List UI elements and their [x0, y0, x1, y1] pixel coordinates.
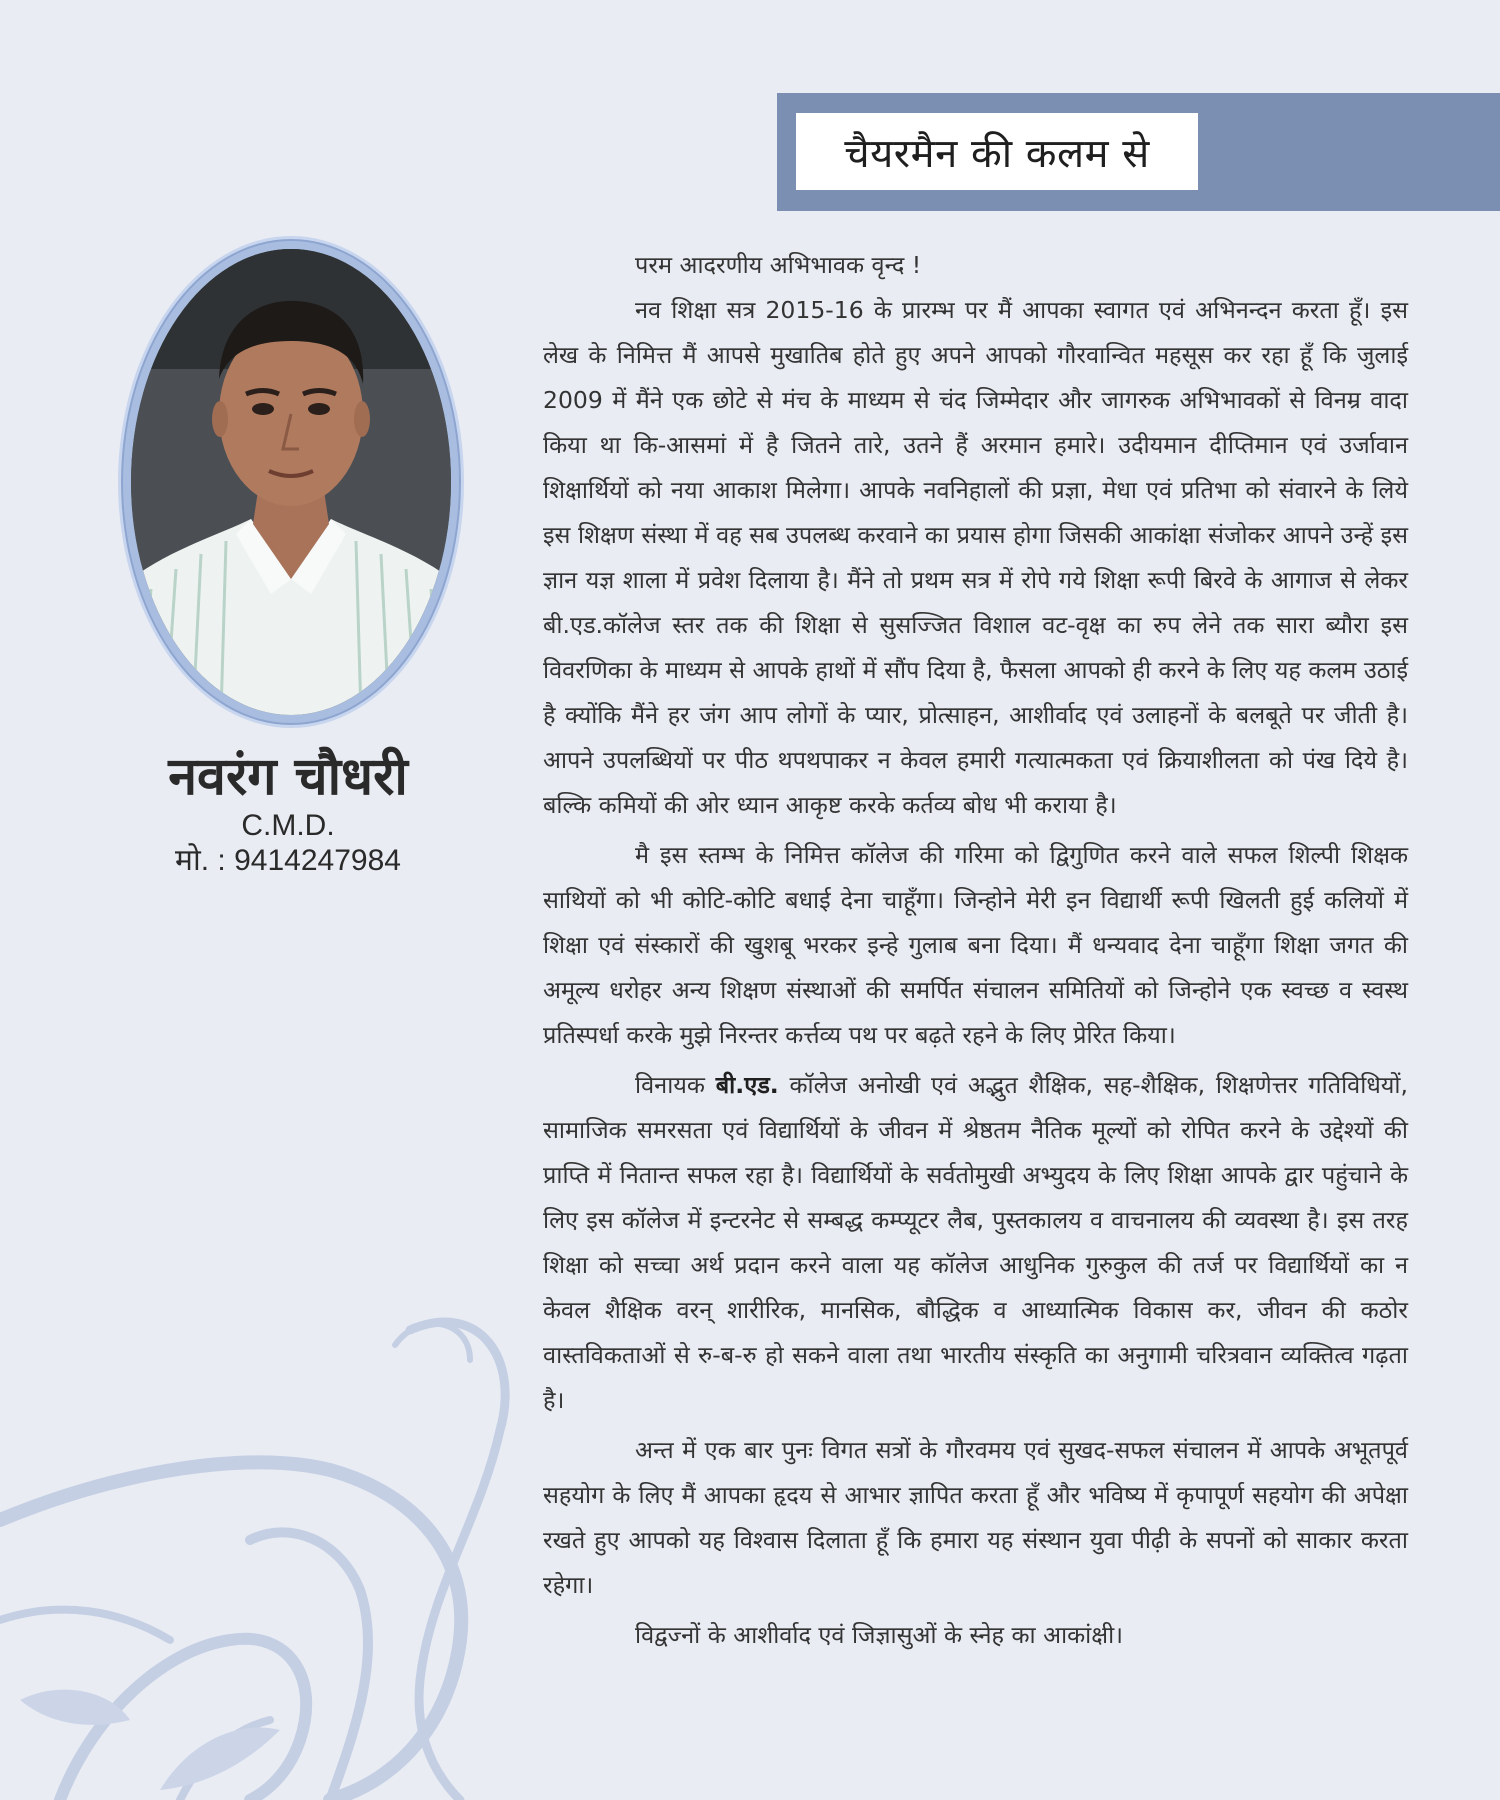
phone-line [118, 843, 458, 879]
letter-closing: विद्वज्नों के आशीर्वाद एवं जिज्ञासुओं के स्नेह का आकांक्षी। [635, 1621, 1124, 1649]
p3-lead: विनायक [635, 1071, 705, 1099]
chairman-photo [118, 236, 464, 728]
header-title-box [796, 113, 1198, 190]
phone-number: 9414247984 [234, 844, 401, 877]
letter-paragraph-1: नव शिक्षा सत्र 2015-16 के प्रारम्भ पर मैं आपका स्वागत एवं अभिनन्दन करता हूँ। इस लेख के निमित्त मैं आपसे मुखातिब होते हुए अपने आपको गौरवान्वित महसूस कर रहा हूँ कि जुलाई 2009 में मैंने एक छोटे से मंच के माध्यम से चंद जिम्मेदार और जागरुक अभिभावकों से विनम्र वादा किया था कि-आसमां में है जितने तारे, उतने हैं अरमान हमारे। उदीयमान दीप्तिमान एवं उर्जावान शिक्षार्थियों को नया आकाश मिलेगा। आपके नवनिहालों की प्रज्ञा, मेधा एवं प्रतिभा को संवारने के लिये इस शिक्षण संस्था में वह सब उपलब्ध करवाने का प्रयास होगा जिसकी आकांक्षा संजोकर आपने उन्हें इस ज्ञान यज्ञ शाला में प्रवेश दिलाया है। मैंने तो प्रथम सत्र में रोपे गये शिक्षा रूपी बिरवे के आगाज से लेकर बी.एड.कॉलेज स्तर तक की शिक्षा से सुसज्जित विशाल वट-वृक्ष का रुप लेने तक सारा ब्यौरा इस विवरणिका के माध्यम से आपके हाथों में सौंप दिया है, फैसला आपको ही करने के लिए यह कलम उठाई है क्योंकि मैंने हर जंग आप लोगों के प्यार, प्रोत्साहन, आशीर्वाद एवं उलाहनों के बलबूते पर जीती है। आपने उपलब्धियों पर पीठ थपथपाकर न केवल हमारी गत्यात्मकता एवं क्रियाशीलता को पंख दिये है। बल्कि कमियों की ओर ध्यान आकृष्ट करके कर्तव्य बोध भी कराया है। [543, 296, 1408, 819]
portrait-illustration [131, 249, 451, 715]
section-title: चैयरमैन की कलम से [844, 131, 1150, 177]
p3-body: कॉलेज अनोखी एवं अद्भुत शैक्षिक, सह-शैक्षिक, शिक्षणेत्तर गतिविधियों, सामाजिक समरसता एवं विद्यार्थियों के जीवन में श्रेष्ठतम नैतिक मूल्यों को रोपित करने के उद्देश्यों की प्राप्ति में नितान्त सफल रहा है। विद्यार्थियों के सर्वतोमुखी अभ्युदय के लिए शिक्षा आपके द्वार पहुंचाने के लिए इस कॉलेज में इन्टरनेट से सम्बद्ध कम्प्यूटर लैब, पुस्तकालय व वाचनालय की व्यवस्था है। इस तरह शिक्षा को सच्चा अर्थ प्रदान करने वाला यह कॉलेज आधुनिक गुरुकुल की तर्ज पर विद्यार्थियों का न केवल शैक्षिक वरन् शारीरिक, मानसिक, बौद्धिक व आध्यात्मिक विकास कर, जीवन की कठोर वास्तविकताओं से रु-ब-रु हो सकने वाला तथा भारतीय संस्कृति का अनुगामी चरित्रवान व्यक्तित्व गढ़ता है। [543, 1071, 1408, 1414]
letter-paragraph-2: मै इस स्तम्भ के निमित्त कॉलेज की गरिमा को द्विगुणित करने वाले सफल शिल्पी शिक्षक साथियों को भी कोटि-कोटि बधाई देना चाहूँगा। जिन्होने मेरी इन विद्यार्थी रूपी खिलती हुई कलियों में शिक्षा एवं संस्कारों की खुशबू भरकर इन्हे गुलाब बना दिया। मैं धन्यवाद देना चाहूँगा शिक्षा जगत की अमूल्य धरोहर अन्य शिक्षण संस्थाओं की समर्पित संचालन समितियों को जिन्होने एक स्वच्छ व स्वस्थ प्रतिस्पर्धा करके मुझे निरन्तर कर्त्तव्य पथ पर बढ़ते रहने के लिए प्रेरित किया। [543, 841, 1408, 1049]
phone-label: मो. : [175, 844, 226, 877]
profile-block [118, 745, 458, 879]
letter-paragraph-3 [543, 1063, 1408, 1423]
designation: C.M.D. [241, 809, 335, 842]
portrait-image [131, 249, 451, 715]
chairman-letter [543, 243, 1408, 1663]
letter-paragraph-4: अन्त में एक बार पुनः विगत सत्रों के गौरवमय एवं सुखद-सफल संचालन में आपके अभूतपूर्व सहयोग के लिए मैं आपका हृदय से आभार ज्ञापित करता हूँ और भविष्य में कृपापूर्ण सहयोग की अपेक्षा रखते हुए आपको यह विश्वास दिलाता हूँ कि हमारा यह संस्थान युवा पीढ़ी के सपनों को साकार करता रहेगा। [543, 1436, 1408, 1599]
chairman-name: नवरंग चौधरी [168, 747, 408, 807]
p3-bold-course: बी.एड. [715, 1071, 779, 1099]
letter-salutation: परम आदरणीय अभिभावक वृन्द ! [635, 251, 922, 279]
